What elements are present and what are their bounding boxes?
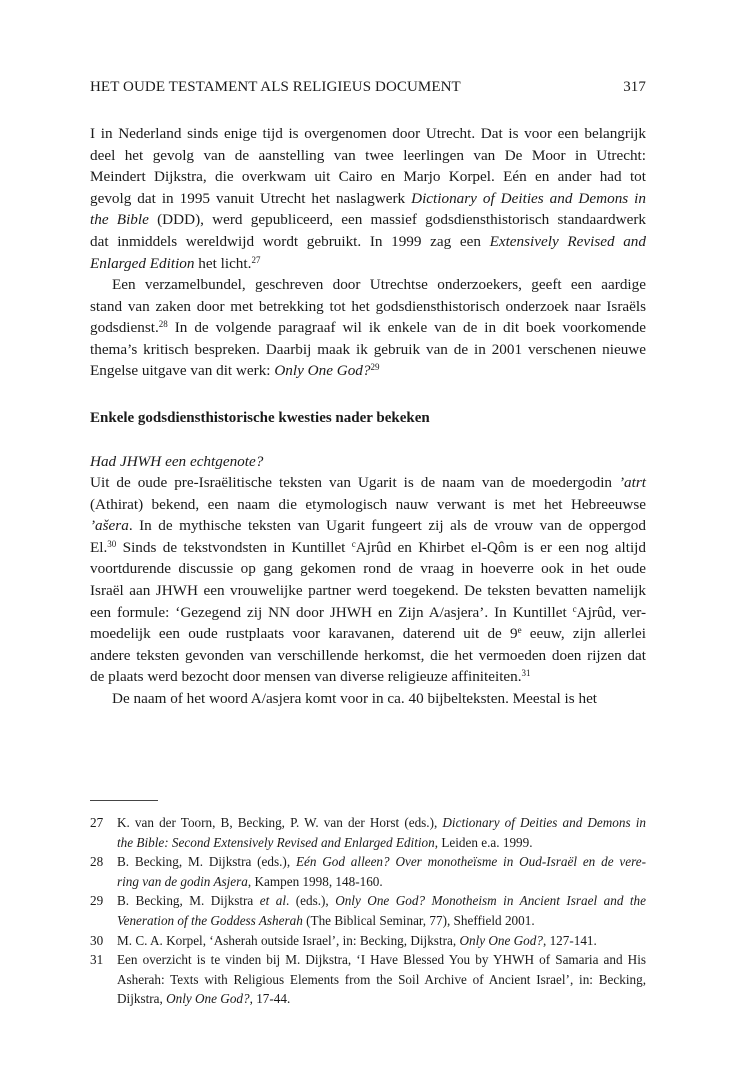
text-line [90,623,646,645]
text-run: Only One God? [459,932,543,948]
footnote-30 [90,931,646,951]
paragraph-4 [90,688,646,710]
footnote-line [117,911,646,931]
footnote-ref[interactable]: 27 [251,254,261,265]
text-line [90,645,646,667]
text-run: een formule: ‘Gezegend zij NN door JHWH en Zijn A/asjera’. In Kuntillet [90,603,573,621]
text-run: deel het gevolg van de aanstelling van twee leerlingen van De Moor in Utrecht: [90,146,646,164]
text-line [90,666,646,688]
text-run: El. [90,538,108,556]
text-run: (The Biblical Seminar, 77), Sheffield 2001. [302,912,535,928]
footnote-line [117,989,646,1009]
text-line [90,602,646,624]
text-line [90,339,646,361]
footnote-line [117,950,646,970]
text-line [90,472,646,494]
text-run: the Bible: Second Extensively Revised and Enlarged Edition [117,834,435,850]
footnote-line [117,813,646,833]
text-run: moedelijk een oude rustplaats voor karavanen, daterend uit de 9 [90,625,518,643]
text-line [90,253,646,275]
text-line [90,558,646,580]
text-line [90,537,646,559]
text-run: Sinds de tekstvondsten in Kuntillet [116,538,352,556]
text-run: Only One God? [274,362,371,380]
text-run: Engelse uitgave van dit werk: [90,362,275,380]
footnote-text [117,950,646,1009]
footnote-number: 27 [90,815,104,830]
text-line [90,209,646,231]
text-run: , 127-141. [542,932,597,948]
text-run: Only One God? Monotheism in Ancient Israel and the [335,893,646,909]
text-run: , 17-44. [249,991,291,1007]
footnote-31 [90,950,646,1009]
text-run: Ajrûd, ver- [576,603,647,621]
text-run: K. van der Toorn, B, Becking, P. W. van der Horst (eds.), [117,815,443,830]
text-run: Extensively Revised and [489,232,646,250]
footnote-ref[interactable]: 31 [521,668,531,679]
footnote-text [117,931,646,951]
text-line [90,688,646,710]
footnote-ref[interactable]: c [351,538,356,549]
footnote-line [117,852,646,872]
paragraph-1 [90,123,646,274]
text-run: andere teksten gevonden van verschillende herkomst, die het vermoeden doen rijzen dat [90,646,646,664]
footnote-ref[interactable]: 30 [107,538,117,549]
footnote-29 [90,891,646,930]
text-run: I in Nederland sinds enige tijd is overgenomen door Utrecht. Dat is voor een belangrijk [90,125,646,142]
text-line [90,360,646,382]
text-run: Uit de oude pre-Israëlitische teksten van Ugarit is de naam van de moedergodin [90,474,619,491]
footnote-number: 29 [90,893,104,909]
running-header-title: HET OUDE TESTAMENT ALS RELIGIEUS DOCUMENT [90,79,461,95]
paragraph-3 [90,472,646,688]
text-run: Only One God? [166,991,250,1007]
footnote-separator [90,800,158,801]
text-run: Ajrûd en Khirbet el-Qôm is er een nog altijd [355,538,646,556]
footnote-ref[interactable]: 29 [370,362,380,373]
footnote-28 [90,852,646,891]
text-run: Dijkstra, [117,991,167,1007]
footnote-line [117,931,646,951]
text-run: B. Becking, M. Dijkstra (eds.), [117,854,296,870]
footnote-number: 31 [90,952,104,968]
text-run: thema’s kritisch bespreken. Daarbij maak ik gebruik van de in 2001 verschenen nieuwe [90,340,646,358]
text-run: de plaats werd bezocht door mensen van diverse religieuze affiniteiten. [90,668,522,686]
text-run: Eén God alleen? Over monotheïsme in Oud-Israël en de vere- [295,854,646,870]
text-run: , Kampen 1998, 148-160. [247,873,383,889]
text-line [90,274,646,296]
text-run: the Bible [90,211,149,229]
text-run: Veneration of the Goddess Asherah [117,912,303,928]
subheading [90,451,646,473]
text-run: De naam of het woord A/asjera komt voor in ca. 40 bijbelteksten. Meestal is het [112,690,598,707]
text-run: . In de mythische teksten van Ugarit fungeert zij als de vrouw van de oppergod [128,517,646,535]
text-run: Israël aan JHWH een vrouwelijke partner werd toegekend. De teksten bevatten namelijk [90,581,646,599]
footnote-27 [90,813,646,852]
text-run: . (eds.), [285,893,336,909]
footnote-line [117,891,646,911]
footnote-line [117,970,646,990]
footnote-ref[interactable]: 28 [158,319,168,330]
text-run: Dictionary of Deities and Demons in [442,815,646,830]
text-run: Dictionary of Deities and Demons in [411,189,646,207]
text-line [90,166,646,188]
text-run: gevolg dat in 1995 vanuit Utrecht het naslagwerk [90,189,412,207]
text-run: In de volgende paragraaf wil ik enkele van de in dit boek voorkomende [167,319,646,337]
text-run: godsdienst. [90,319,159,337]
text-run: (Athirat) bekend, een naam die etymologisch nauw verwant is met het Hebreeuwse [90,495,646,513]
text-line [90,494,646,516]
text-run: Meindert Dijkstra, die overkwam uit Cairo en Marjo Korpel. Eén en ander had tot [90,168,646,186]
text-line [90,145,646,167]
text-line [90,123,646,145]
text-run: (DDD), werd gepubliceerd, een massief godsdiensthistorisch standaardwerk [148,211,647,229]
text-run: stand van zaken door met betrekking tot het godsdiensthistorisch onderzoek naar Israëls [90,297,646,315]
text-line [90,515,646,537]
footnote-ref[interactable]: e [517,625,522,636]
text-run: het licht. [194,254,252,272]
text-line [90,188,646,210]
text-run: et al [259,893,286,909]
footnotes [90,813,646,1009]
section-heading: Enkele godsdiensthistorische kwesties nader bekeken [90,410,430,426]
paragraph-2 [90,274,646,382]
text-run: ’ašera [90,517,129,535]
footnote-number: 30 [90,932,104,948]
text-run: Een overzicht is te vinden bij M. Dijkstra, ‘I Have Blessed You by YHWH of Samaria and His [117,952,646,968]
text-line [90,231,646,253]
footnote-line [117,833,646,853]
text-run: B. Becking, M. Dijkstra [117,893,260,909]
footnote-text [117,813,646,852]
text-run: ring van de godin Asjera [117,873,248,889]
text-line [90,580,646,602]
text-run: dat inmiddels wereldwijd wordt gebruikt. In 1999 zag een [90,232,490,250]
text-run: eeuw, zijn allerlei [521,625,646,643]
footnote-text [117,852,646,891]
text-run: Enlarged Edition [90,254,195,272]
footnote-text [117,891,646,930]
text-run: voortdurende discussie op gang gekomen rond de vraag in hoeverre ook in het oude [90,560,646,578]
text-run: Een verzamelbundel, geschreven door Utrechtse onderzoekers, geeft een aardige [112,276,646,293]
text-line [90,296,646,318]
text-line [90,317,646,339]
footnote-ref[interactable]: c [572,603,577,614]
text-run: , Leiden e.a. 1999. [434,834,533,850]
page-number: 317 [623,79,646,95]
footnote-line [117,872,646,892]
subheading-text: Had JHWH een echtgenote? [90,453,264,470]
text-run: ’atrt [618,474,646,491]
footnote-number: 28 [90,854,104,870]
text-run: Asherah: Texts with Religious Elements from the Soil Archive of Ancient Israel’, in: Becking, [117,971,646,987]
text-run: M. C. A. Korpel, ‘Asherah outside Israel’, in: Becking, Dijkstra, [117,932,460,948]
